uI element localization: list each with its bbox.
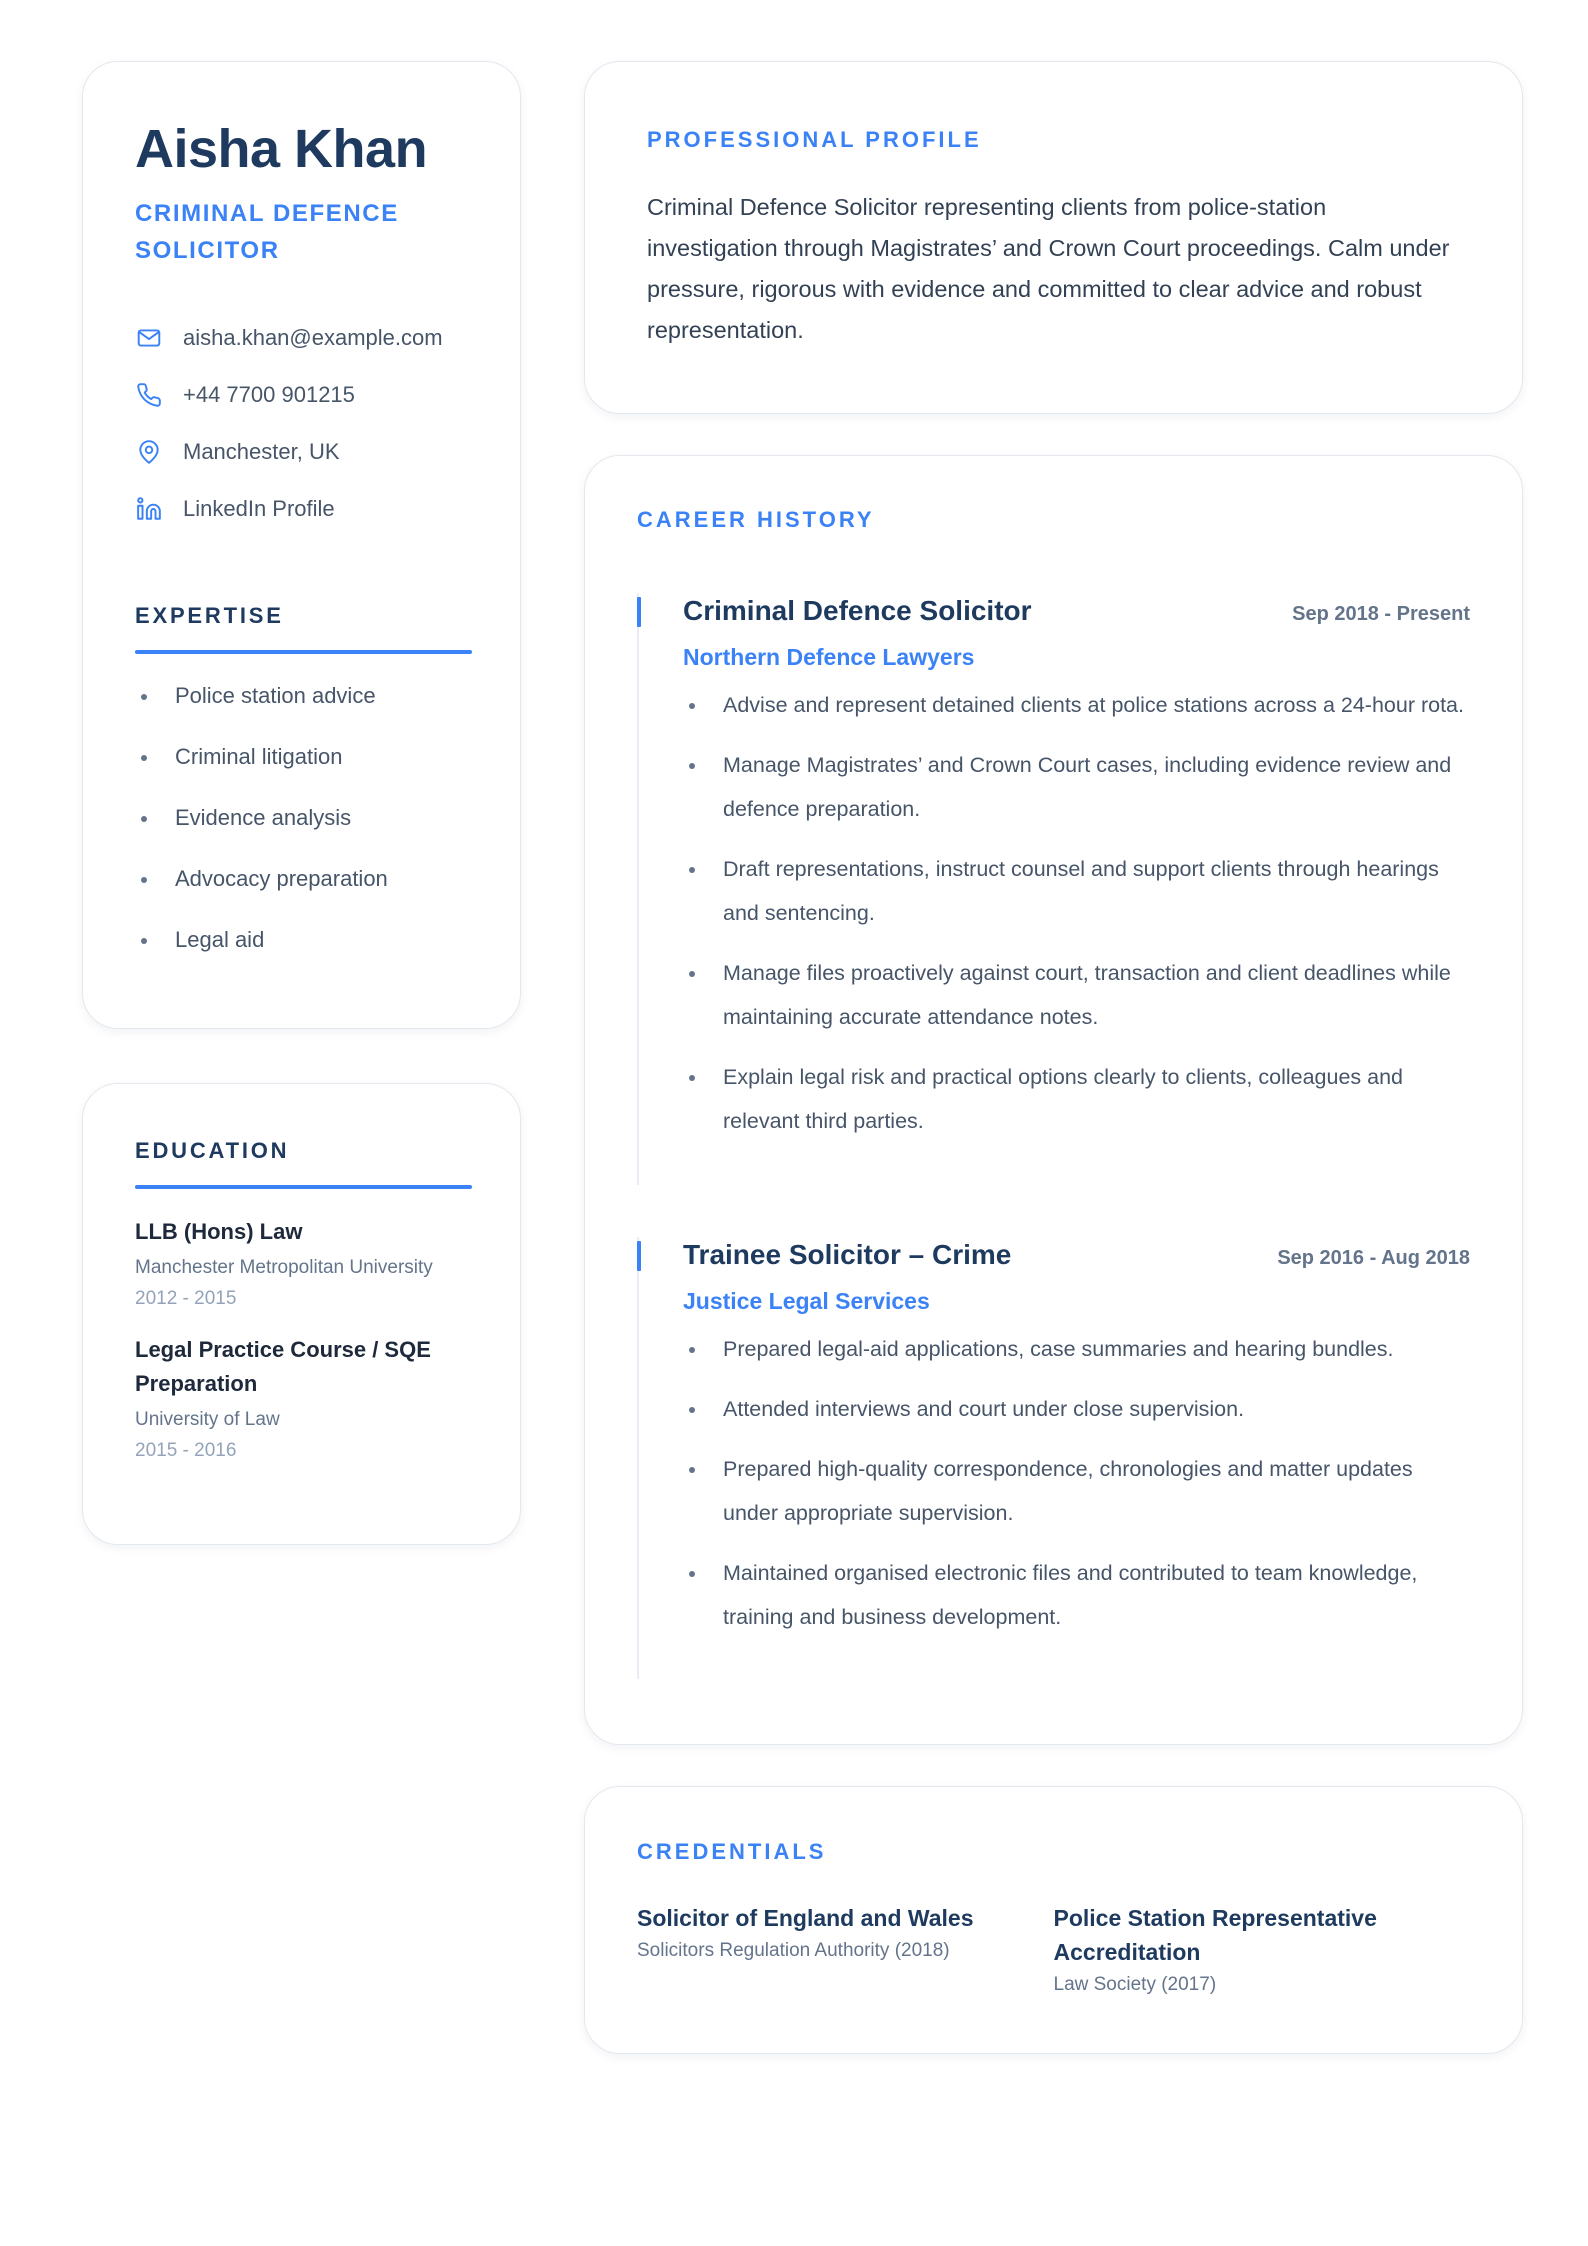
credential-issuer: Law Society (2017) xyxy=(1053,1974,1217,1995)
candidate-title: CRIMINAL DEFENCE SOLICITOR xyxy=(135,200,399,265)
education-item xyxy=(135,1333,468,1463)
contact-email[interactable] xyxy=(135,309,468,366)
job-entry xyxy=(637,593,1470,1185)
job-bullet: Prepared high-quality correspondence, chronologies and matter updates under appropriate supervision. xyxy=(683,1447,1470,1535)
expertise-item: Advocacy preparation xyxy=(135,859,468,920)
job-bullet-list xyxy=(683,1327,1470,1639)
expertise-heading: EXPERTISE xyxy=(135,603,284,629)
education-years: 2015 - 2016 xyxy=(135,1440,237,1461)
job-bullet: Advise and represent detained clients at police stations across a 24-hour rota. xyxy=(683,683,1470,727)
job-dates: Sep 2016 - Aug 2018 xyxy=(1277,1247,1470,1269)
credentials-card xyxy=(584,1786,1523,2054)
education-card xyxy=(82,1083,521,1545)
credential-item xyxy=(637,1901,1054,1999)
expertise-item: Criminal litigation xyxy=(135,737,468,798)
expertise-item: Police station advice xyxy=(135,676,468,737)
education-school: University of Law xyxy=(135,1409,280,1430)
credential-item xyxy=(1054,1901,1471,1999)
job-header xyxy=(683,1237,1470,1273)
credential-issuer: Solicitors Regulation Authority (2018) xyxy=(637,1940,950,1961)
expertise-divider xyxy=(135,650,472,654)
job-bullet: Manage Magistrates’ and Crown Court cases, including evidence review and defence preparation. xyxy=(683,743,1470,831)
job-role: Criminal Defence Solicitor xyxy=(683,595,1032,626)
job-bullet: Attended interviews and court under close supervision. xyxy=(683,1387,1470,1431)
education-years: 2012 - 2015 xyxy=(135,1288,237,1309)
career-card xyxy=(584,455,1523,1745)
contact-location-text: Manchester, UK xyxy=(183,438,340,464)
job-header xyxy=(683,593,1470,629)
candidate-name: Aisha Khan xyxy=(135,119,428,179)
credential-title: Police Station Representative Accreditation xyxy=(1053,1905,1377,1965)
education-divider xyxy=(135,1185,472,1189)
job-bullet: Explain legal risk and practical options clearly to clients, colleagues and relevant third parties. xyxy=(683,1055,1470,1143)
job-role: Trainee Solicitor – Crime xyxy=(683,1239,1012,1270)
contact-email-text: aisha.khan@example.com xyxy=(183,324,443,350)
credential-title: Solicitor of England and Wales xyxy=(637,1905,974,1931)
contact-list xyxy=(135,309,468,537)
education-degree: LLB (Hons) Law xyxy=(135,1219,303,1244)
contact-location xyxy=(135,423,468,480)
education-degree: Legal Practice Course / SQE Preparation xyxy=(135,1337,431,1396)
job-bullet: Draft representations, instruct counsel and support clients through hearings and sentencing. xyxy=(683,847,1470,935)
career-heading: CAREER HISTORY xyxy=(637,507,875,532)
job-bullet: Prepared legal-aid applications, case summaries and hearing bundles. xyxy=(683,1327,1470,1371)
expertise-item: Evidence analysis xyxy=(135,798,468,859)
job-company: Justice Legal Services xyxy=(683,1288,930,1314)
education-heading: EDUCATION xyxy=(135,1138,290,1163)
job-entry xyxy=(637,1237,1470,1679)
education-list xyxy=(135,1215,468,1463)
job-company: Northern Defence Lawyers xyxy=(683,644,975,670)
education-item xyxy=(135,1215,468,1311)
job-bullet: Manage files proactively against court, transaction and client deadlines while maintaining accurate attendance notes. xyxy=(683,951,1470,1039)
job-bullet-list xyxy=(683,683,1470,1143)
location-pin-icon xyxy=(135,438,163,466)
education-school: Manchester Metropolitan University xyxy=(135,1257,433,1278)
job-dates: Sep 2018 - Present xyxy=(1292,603,1470,625)
summary-card xyxy=(584,61,1523,414)
job-bullet: Maintained organised electronic files and contributed to team knowledge, training and business development. xyxy=(683,1551,1470,1639)
profile-card xyxy=(82,61,521,1029)
contact-phone[interactable] xyxy=(135,366,468,423)
linkedin-icon xyxy=(135,495,163,523)
contact-phone-text: +44 7700 901215 xyxy=(183,381,355,407)
summary-heading: PROFESSIONAL PROFILE xyxy=(647,127,982,152)
contact-linkedin-text: LinkedIn Profile xyxy=(183,495,335,521)
phone-icon xyxy=(135,381,163,409)
credentials-grid xyxy=(637,1901,1470,1999)
expertise-item: Legal aid xyxy=(135,920,468,981)
mail-icon xyxy=(135,324,163,352)
credentials-heading: CREDENTIALS xyxy=(637,1839,827,1864)
contact-linkedin[interactable] xyxy=(135,480,468,537)
summary-text: Criminal Defence Solicitor representing clients from police-station investigation through Magistrates’ and Crown Court proceedings. Calm under pressure, rigorous with evidence and committed to clear advice and robust representation. xyxy=(647,194,1450,343)
expertise-list xyxy=(135,676,468,981)
